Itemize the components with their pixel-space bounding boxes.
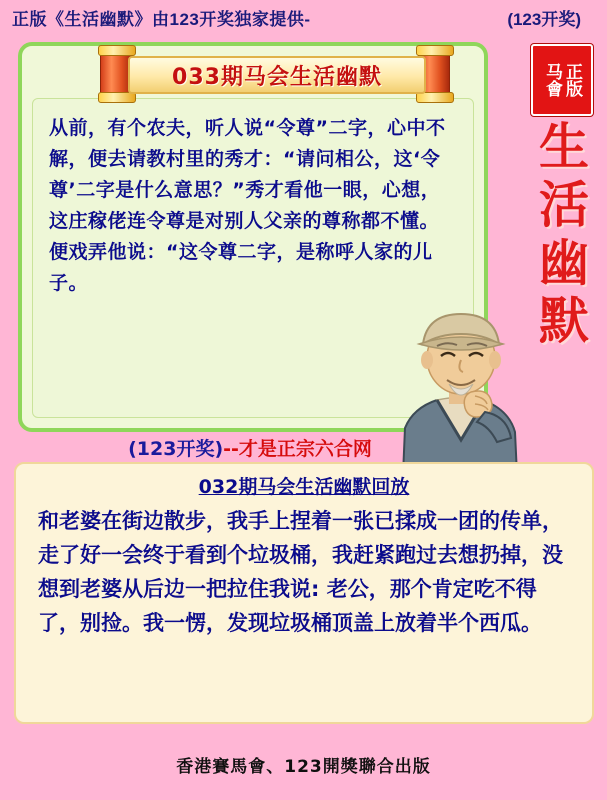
official-stamp [531, 44, 593, 116]
side-title-char-2: 活 [539, 176, 589, 234]
side-title-char-4: 默 [539, 292, 589, 350]
banner-bar [128, 56, 426, 94]
middle-caption [0, 434, 500, 461]
scroll-cap-icon [98, 45, 136, 56]
page-footer: 香港賽馬會、123開獎聯合出版 [176, 757, 431, 777]
main-story-text: 从前，有个农夫，听人说“令尊”二字，心中不解，便去请教村里的秀才：“请问相公，这‘令尊’二字是什么意思？”秀才看他一眼，心想，这庄稼佬连令尊是对别人父亲的尊称都不懂。便戏弄他说：“这令尊二字，是称呼人家的儿子。 [49, 117, 446, 294]
stamp-text-col2: 正版 [562, 63, 582, 97]
issue-title-banner [100, 46, 450, 100]
side-title-char-1: 生 [539, 118, 589, 176]
replay-title-text: 032期马会生活幽默回放 [198, 476, 410, 498]
side-title-char-3: 幽 [539, 234, 589, 292]
page-header [0, 0, 607, 34]
replay-text: 和老婆在街边散步，我手上捏着一张已揉成一团的传单，走了好一会终于看到个垃圾桶，我赶紧跑过去想扔掉，没想到老婆从后边一把拉住我说: 老公，那个肯定吃不得了，别捡。我一愣，发现垃圾桶顶盖上放着半个西瓜。 [38, 509, 563, 635]
caption-tail: --才是正宗六合网 [223, 438, 372, 460]
caption-brand: (123开奖) [128, 438, 224, 460]
banner-title-text: 033期马会生活幽默 [172, 64, 382, 90]
header-right-brand: (123开奖) [507, 9, 581, 29]
replay-panel [14, 462, 594, 724]
scroll-cap-icon [416, 45, 454, 56]
header-left-text: 正版《生活幽默》由123开奖独家提供- [12, 9, 311, 29]
stamp-text-col1: 马會 [542, 63, 562, 97]
replay-title [16, 472, 592, 499]
